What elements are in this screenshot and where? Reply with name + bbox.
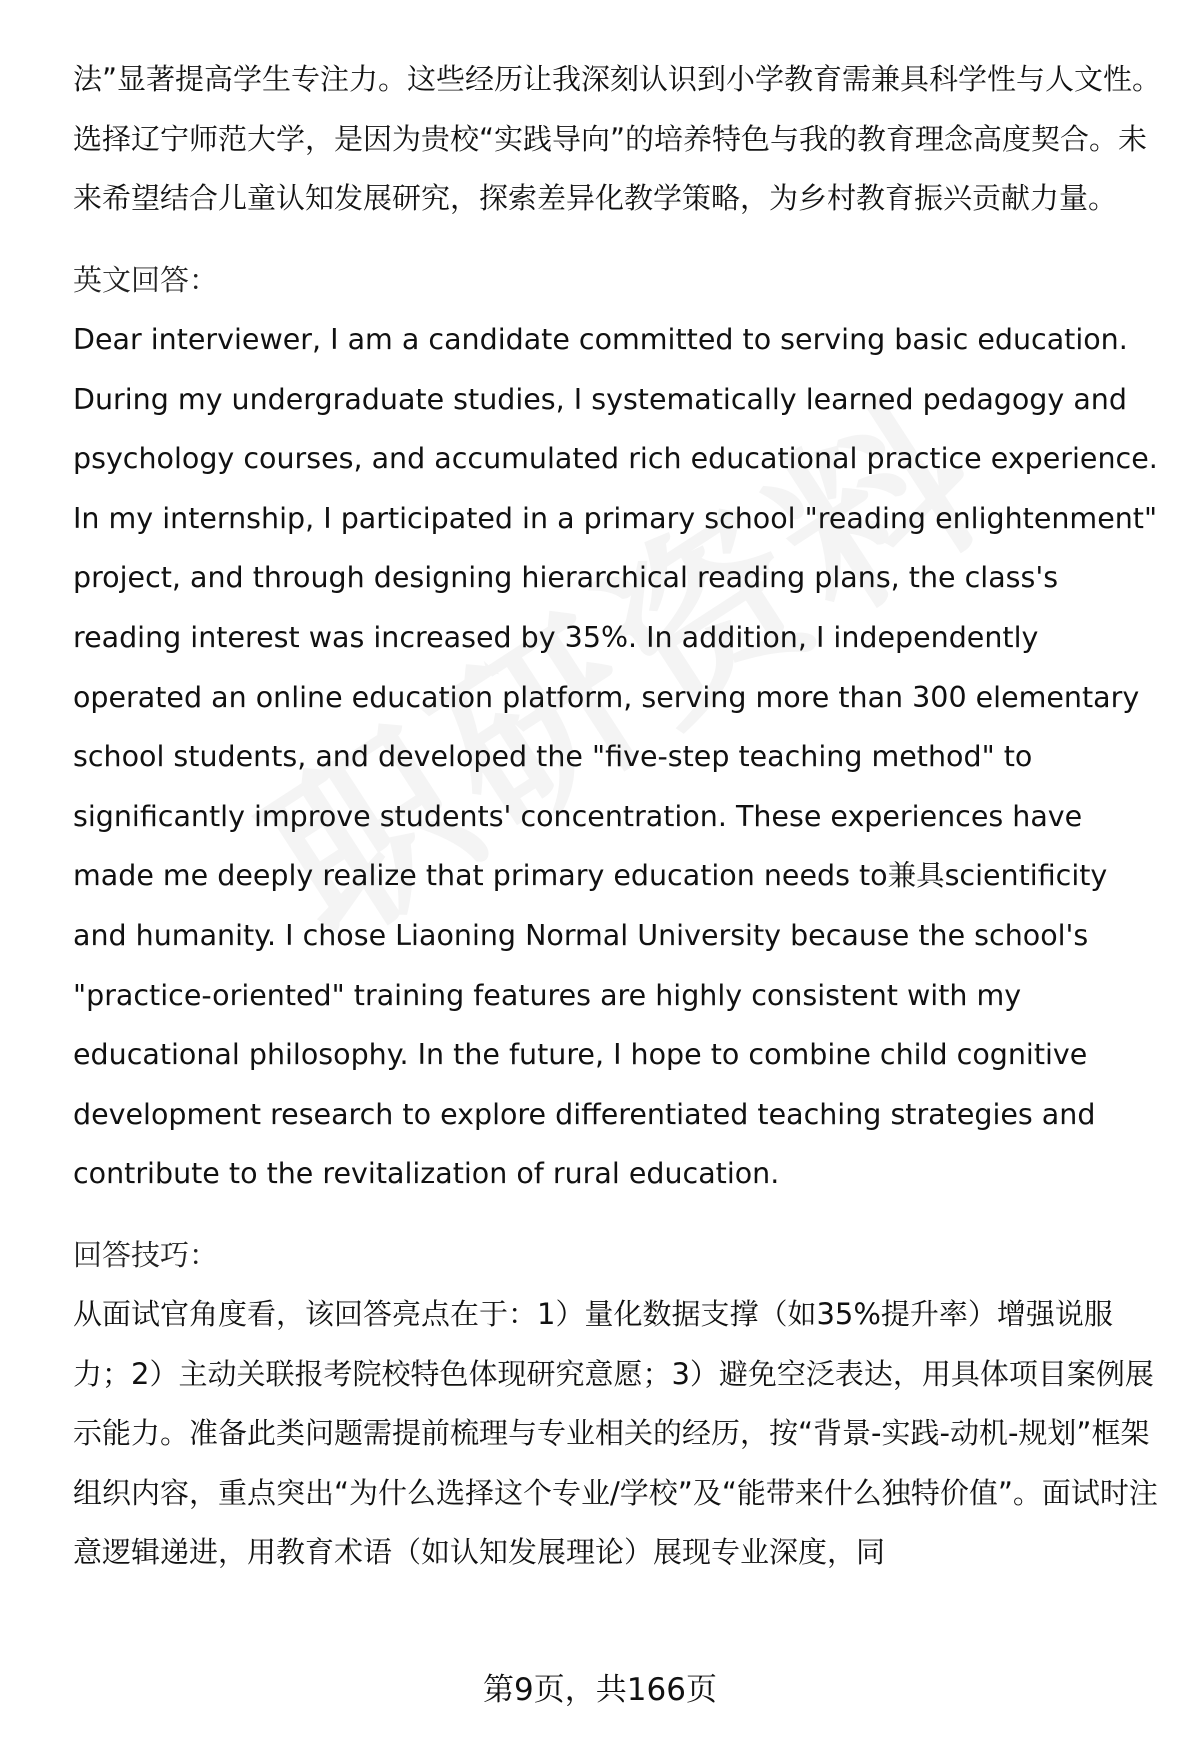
intro-paragraph-continuation: 法”显著提高学生专注力。这些经历让我深刻认识到小学教育需兼具科学性与人文性。选择辽宁师范大学，是因为贵校“实践导向”的培养特色与我的教育理念高度契合。未来希望结合儿童认知发展研究，探索差异化教学策略，为乡村教育振兴贡献力量。 — [73, 62, 1162, 215]
english-answer-heading: 英文回答： — [73, 262, 219, 297]
page-number-footer: 第9页，共166页 — [483, 1672, 717, 1708]
answer-tips-body: 从面试官角度看，该回答亮点在于：1）量化数据支撑（如35%提升率）增强说服力；2）主动关联报考院校特色体现研究意愿；3）避免空泛表达，用具体项目案例展示能力。准备此类问题需提前梳理与专业相关的经历，按“背景-实践-动机-规划”框架组织内容，重点突出“为什么选择这个专业/学校”及“能带来什么独特价值”。面试时注意逻辑递进，用教育术语（如认知发展理论）展现专业深度，同 — [73, 1297, 1158, 1570]
page-content — [73, 50, 1163, 1583]
answer-tips-heading: 回答技巧： — [73, 1237, 219, 1272]
english-answer-body: Dear interviewer, I am a candidate committed to serving basic education. During my undergraduate studies, I systematically learned pedagogy and psychology courses, and accumulated rich educational practice experience. In my internship, I participated in a primary school "reading enlightenment" project, and through designing hierarchical reading plans, the class's reading interest was increased by 35%. In addition, I independently operated an online education platform, serving more than 300 elementary school students, and developed the "five-step teaching method" to significantly improve students' concentration. These experiences have made me deeply realize that primary education needs to兼具scientificity and humanity. I chose Liaoning Normal University because the school's "practice-oriented" training features are highly consistent with my educational philosophy. In the future, I hope to combine child cognitive development research to explore differentiated teaching strategies and contribute to the revitalization of rural education. — [73, 323, 1158, 1191]
